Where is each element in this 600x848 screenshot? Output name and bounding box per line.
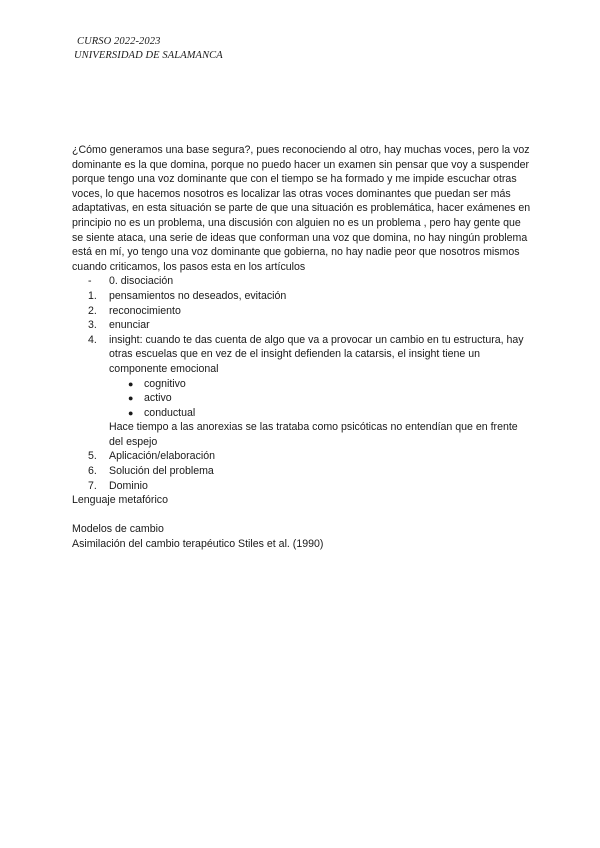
document-header (74, 35, 223, 63)
intro-paragraph: ¿Cómo generamos una base segura?, pues reconociendo al otro, hay muchas voces, pero la voz dominante es la que domina, porque no puedo hacer un examen sin pensar que voy a suspender porque tengo una voz dominante que con el tiempo se ha formado y me impide escuchar otras voces, lo que hacemos nosotros es localizar las otras voces dominantes que puedan ser más adaptativas, en esta situación se parte de que una situación es problemática, hacer exámenes en principio no es un problema, una discusión con alguien no es un problema , pero hay gente que se siente ataca, una serie de ideas que conforman una voz que domina, no hay ningún problema está en mí, yo tengo una voz dominante que gobierna, no hay nadie peor que nosotros mismos cuando criticamos, los pasos esta en los artículos (72, 144, 531, 273)
step-text: Aplicación/elaboración (109, 450, 216, 463)
list-item (72, 318, 534, 333)
steps-list-continued (72, 449, 534, 493)
list-marker: 1. (88, 289, 97, 302)
list-item (72, 289, 534, 304)
list-item (72, 274, 534, 289)
step-text: insight: cuando te das cuenta de algo que va a provocar un cambio en tu estructura, hay otras escuelas que en vez de el insight defienden la catarsis, el insight tiene un componente emocional (109, 333, 524, 375)
step-text: pensamientos no deseados, evitación (109, 289, 287, 302)
step-text: 0. disociación (109, 275, 174, 288)
list-item (72, 449, 534, 464)
spacer (72, 508, 534, 523)
list-marker: 3. (88, 319, 97, 332)
insight-components-list (72, 377, 534, 421)
list-item (72, 479, 534, 494)
bullet-text: cognitivo (144, 377, 186, 390)
step-text: enunciar (109, 319, 150, 332)
list-item (72, 464, 534, 479)
lenguaje-heading: Lenguaje metafórico (72, 494, 168, 507)
list-item (72, 391, 534, 406)
bullet-icon: ● (128, 407, 134, 418)
list-item (72, 406, 534, 421)
step-text: Dominio (109, 479, 148, 492)
list-marker: - (88, 275, 92, 288)
list-marker: 5. (88, 450, 97, 463)
asimilacion-reference: Asimilación del cambio terapéutico Stiles et al. (1990) (72, 538, 324, 551)
bullet-icon: ● (128, 393, 134, 404)
bullet-icon: ● (128, 378, 134, 389)
bullet-text: activo (144, 392, 172, 405)
course-year: CURSO 2022-2023 (77, 36, 161, 47)
step-text: reconocimiento (109, 304, 181, 317)
list-item (72, 333, 534, 377)
step-text: Solución del problema (109, 465, 214, 478)
modelos-heading: Modelos de cambio (72, 523, 164, 536)
list-marker: 2. (88, 304, 97, 317)
list-marker: 4. (88, 333, 97, 346)
list-marker: 6. (88, 465, 97, 478)
university-name: UNIVERSIDAD DE SALAMANCA (74, 50, 223, 61)
list-marker: 7. (88, 479, 97, 492)
document-body (72, 143, 534, 552)
insight-note: Hace tiempo a las anorexias se las trataba como psicóticas no entendían que en frente del espejo (109, 421, 518, 448)
list-item (72, 304, 534, 319)
steps-list (72, 274, 534, 376)
list-item (72, 377, 534, 392)
bullet-text: conductual (144, 406, 196, 419)
